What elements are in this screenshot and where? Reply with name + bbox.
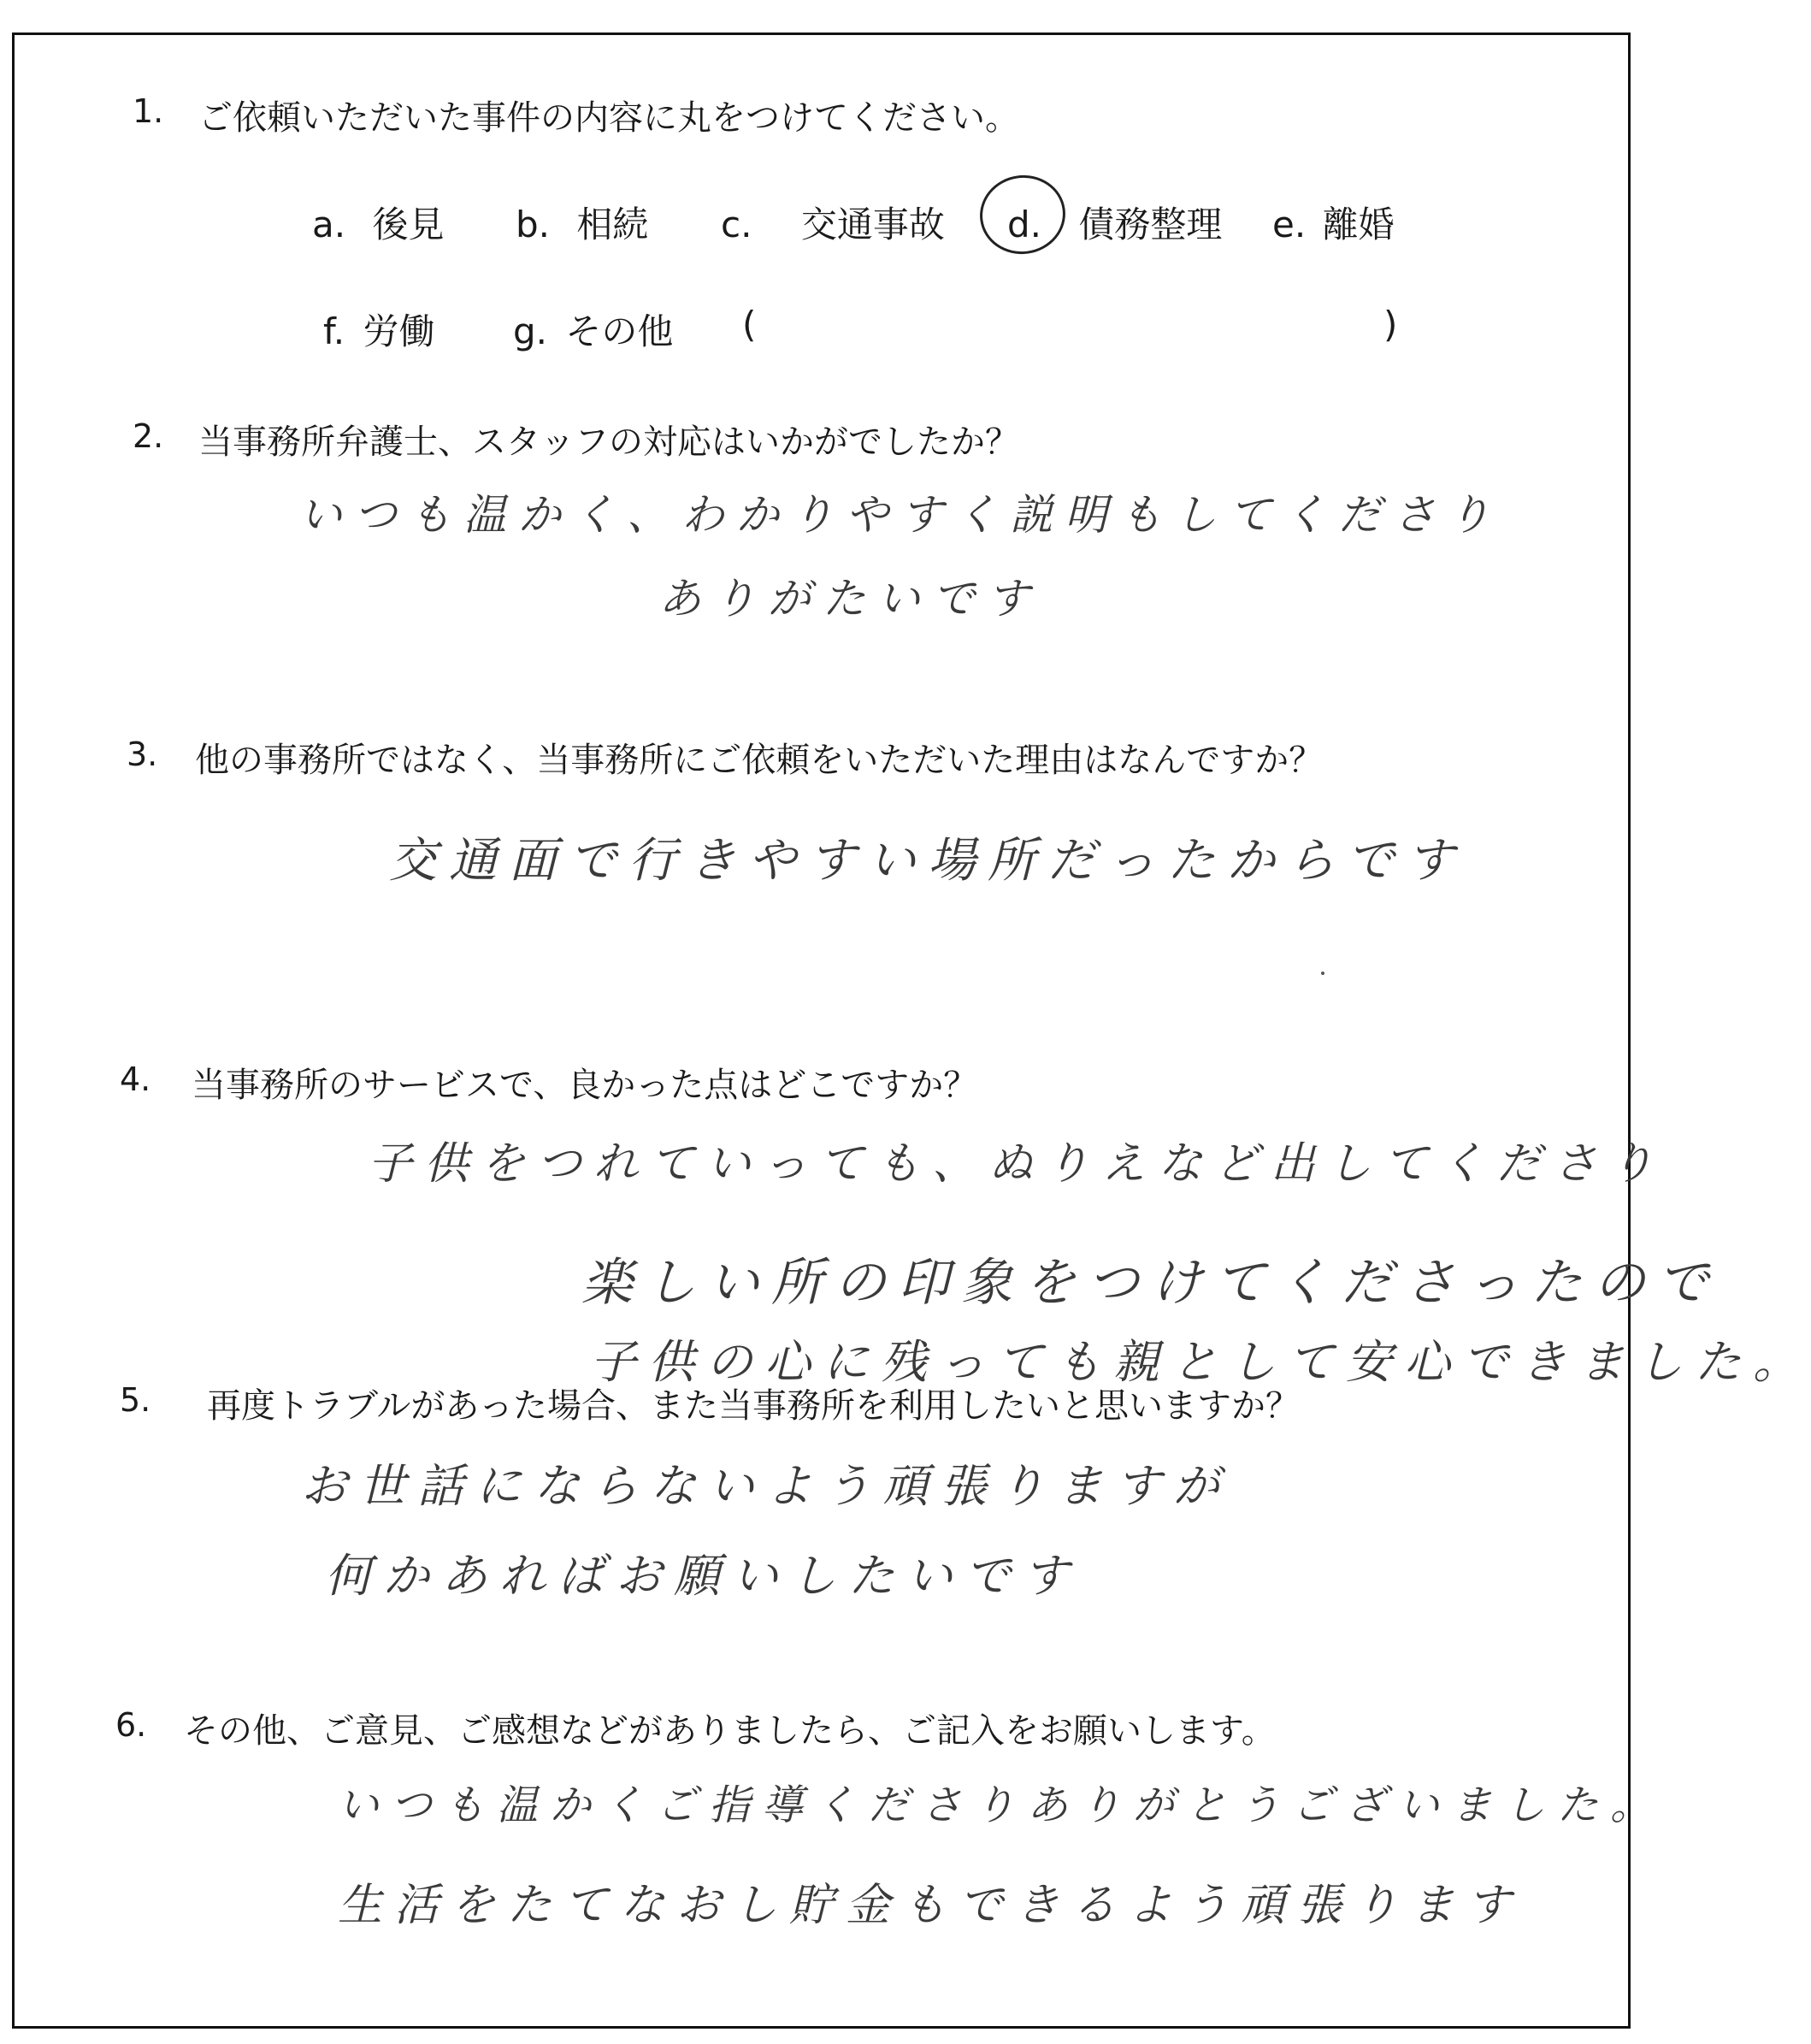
question-3-number: 3. (127, 735, 158, 773)
question-2-text: 当事務所弁護士、スタッフの対応はいかがでしたか？ (198, 422, 1019, 462)
option-d[interactable] (1007, 197, 1222, 248)
answer-5-line-1: お世話にならないよう頑張りますが (301, 1459, 1231, 1513)
option-f[interactable] (323, 304, 434, 355)
speck (1321, 972, 1324, 975)
option-e-letter: e. (1272, 204, 1307, 245)
answer-4-line-3: 子供の心に残っても親として安心できました。 (590, 1335, 1811, 1389)
question-6-text: その他、ご意見、ご感想などがありましたら、ご記入をお願いします。 (184, 1711, 1276, 1751)
option-g[interactable] (513, 304, 673, 355)
option-a[interactable] (312, 197, 444, 248)
question-1-number: 1. (133, 92, 164, 130)
answer-4-line-2: 楽しい所の印象をつけてくださったので (581, 1253, 1720, 1313)
option-d-letter: d. (1007, 204, 1042, 245)
question-3-text: 他の事務所ではなく、当事務所にご依頼をいただいた理由はなんですか？ (195, 741, 1324, 780)
option-f-label: 労働 (363, 310, 435, 352)
other-close-paren: ) (1383, 304, 1398, 346)
answer-5-line-2: 何かあればお願いしたいです (325, 1549, 1081, 1603)
option-a-label: 後見 (372, 204, 445, 245)
answer-4-line-1: 子供をつれていっても、ぬりえなど出してくださり (368, 1138, 1666, 1190)
option-g-letter: g. (513, 310, 548, 352)
option-g-label: その他 (565, 310, 674, 352)
answer-6-line-1: いつも温かくご指導くださりありがとうございました。 (338, 1781, 1664, 1829)
option-d-label: 債務整理 (1078, 204, 1223, 245)
question-6-number: 6. (115, 1706, 147, 1744)
question-4-number: 4. (120, 1060, 151, 1098)
answer-2-line-1: いつも温かく、わかりやすく説明もしてくださり (299, 490, 1502, 540)
option-b-label: 相続 (576, 204, 649, 245)
option-b-letter: b. (516, 204, 551, 245)
option-c[interactable] (721, 197, 945, 248)
question-5-number: 5. (120, 1381, 151, 1419)
option-e-label: 離婚 (1322, 204, 1395, 245)
option-f-letter: f. (323, 310, 345, 352)
question-1-text: ご依頼いただいた事件の内容に丸をつけてください。 (198, 98, 1019, 138)
question-5-text: 再度トラブルがあった場合、また当事務所を利用したいと思いますか？ (207, 1386, 1300, 1426)
answer-6-line-2: 生活をたてなおし貯金もできるよう頑張ります (338, 1880, 1524, 1931)
option-c-letter: c. (721, 204, 752, 245)
option-e[interactable] (1272, 197, 1395, 248)
answer-3-line-1: 交通面で行きやすい場所だったからです (389, 833, 1466, 889)
option-a-letter: a. (312, 204, 346, 245)
option-c-label: 交通事故 (800, 204, 945, 245)
answer-2-line-2: ありがたいです (658, 574, 1041, 623)
question-4-text: 当事務所のサービスで、良かった点はどこですか？ (192, 1066, 978, 1105)
other-open-paren: ( (742, 304, 757, 346)
question-2-number: 2. (133, 417, 164, 455)
option-b[interactable] (516, 197, 648, 248)
